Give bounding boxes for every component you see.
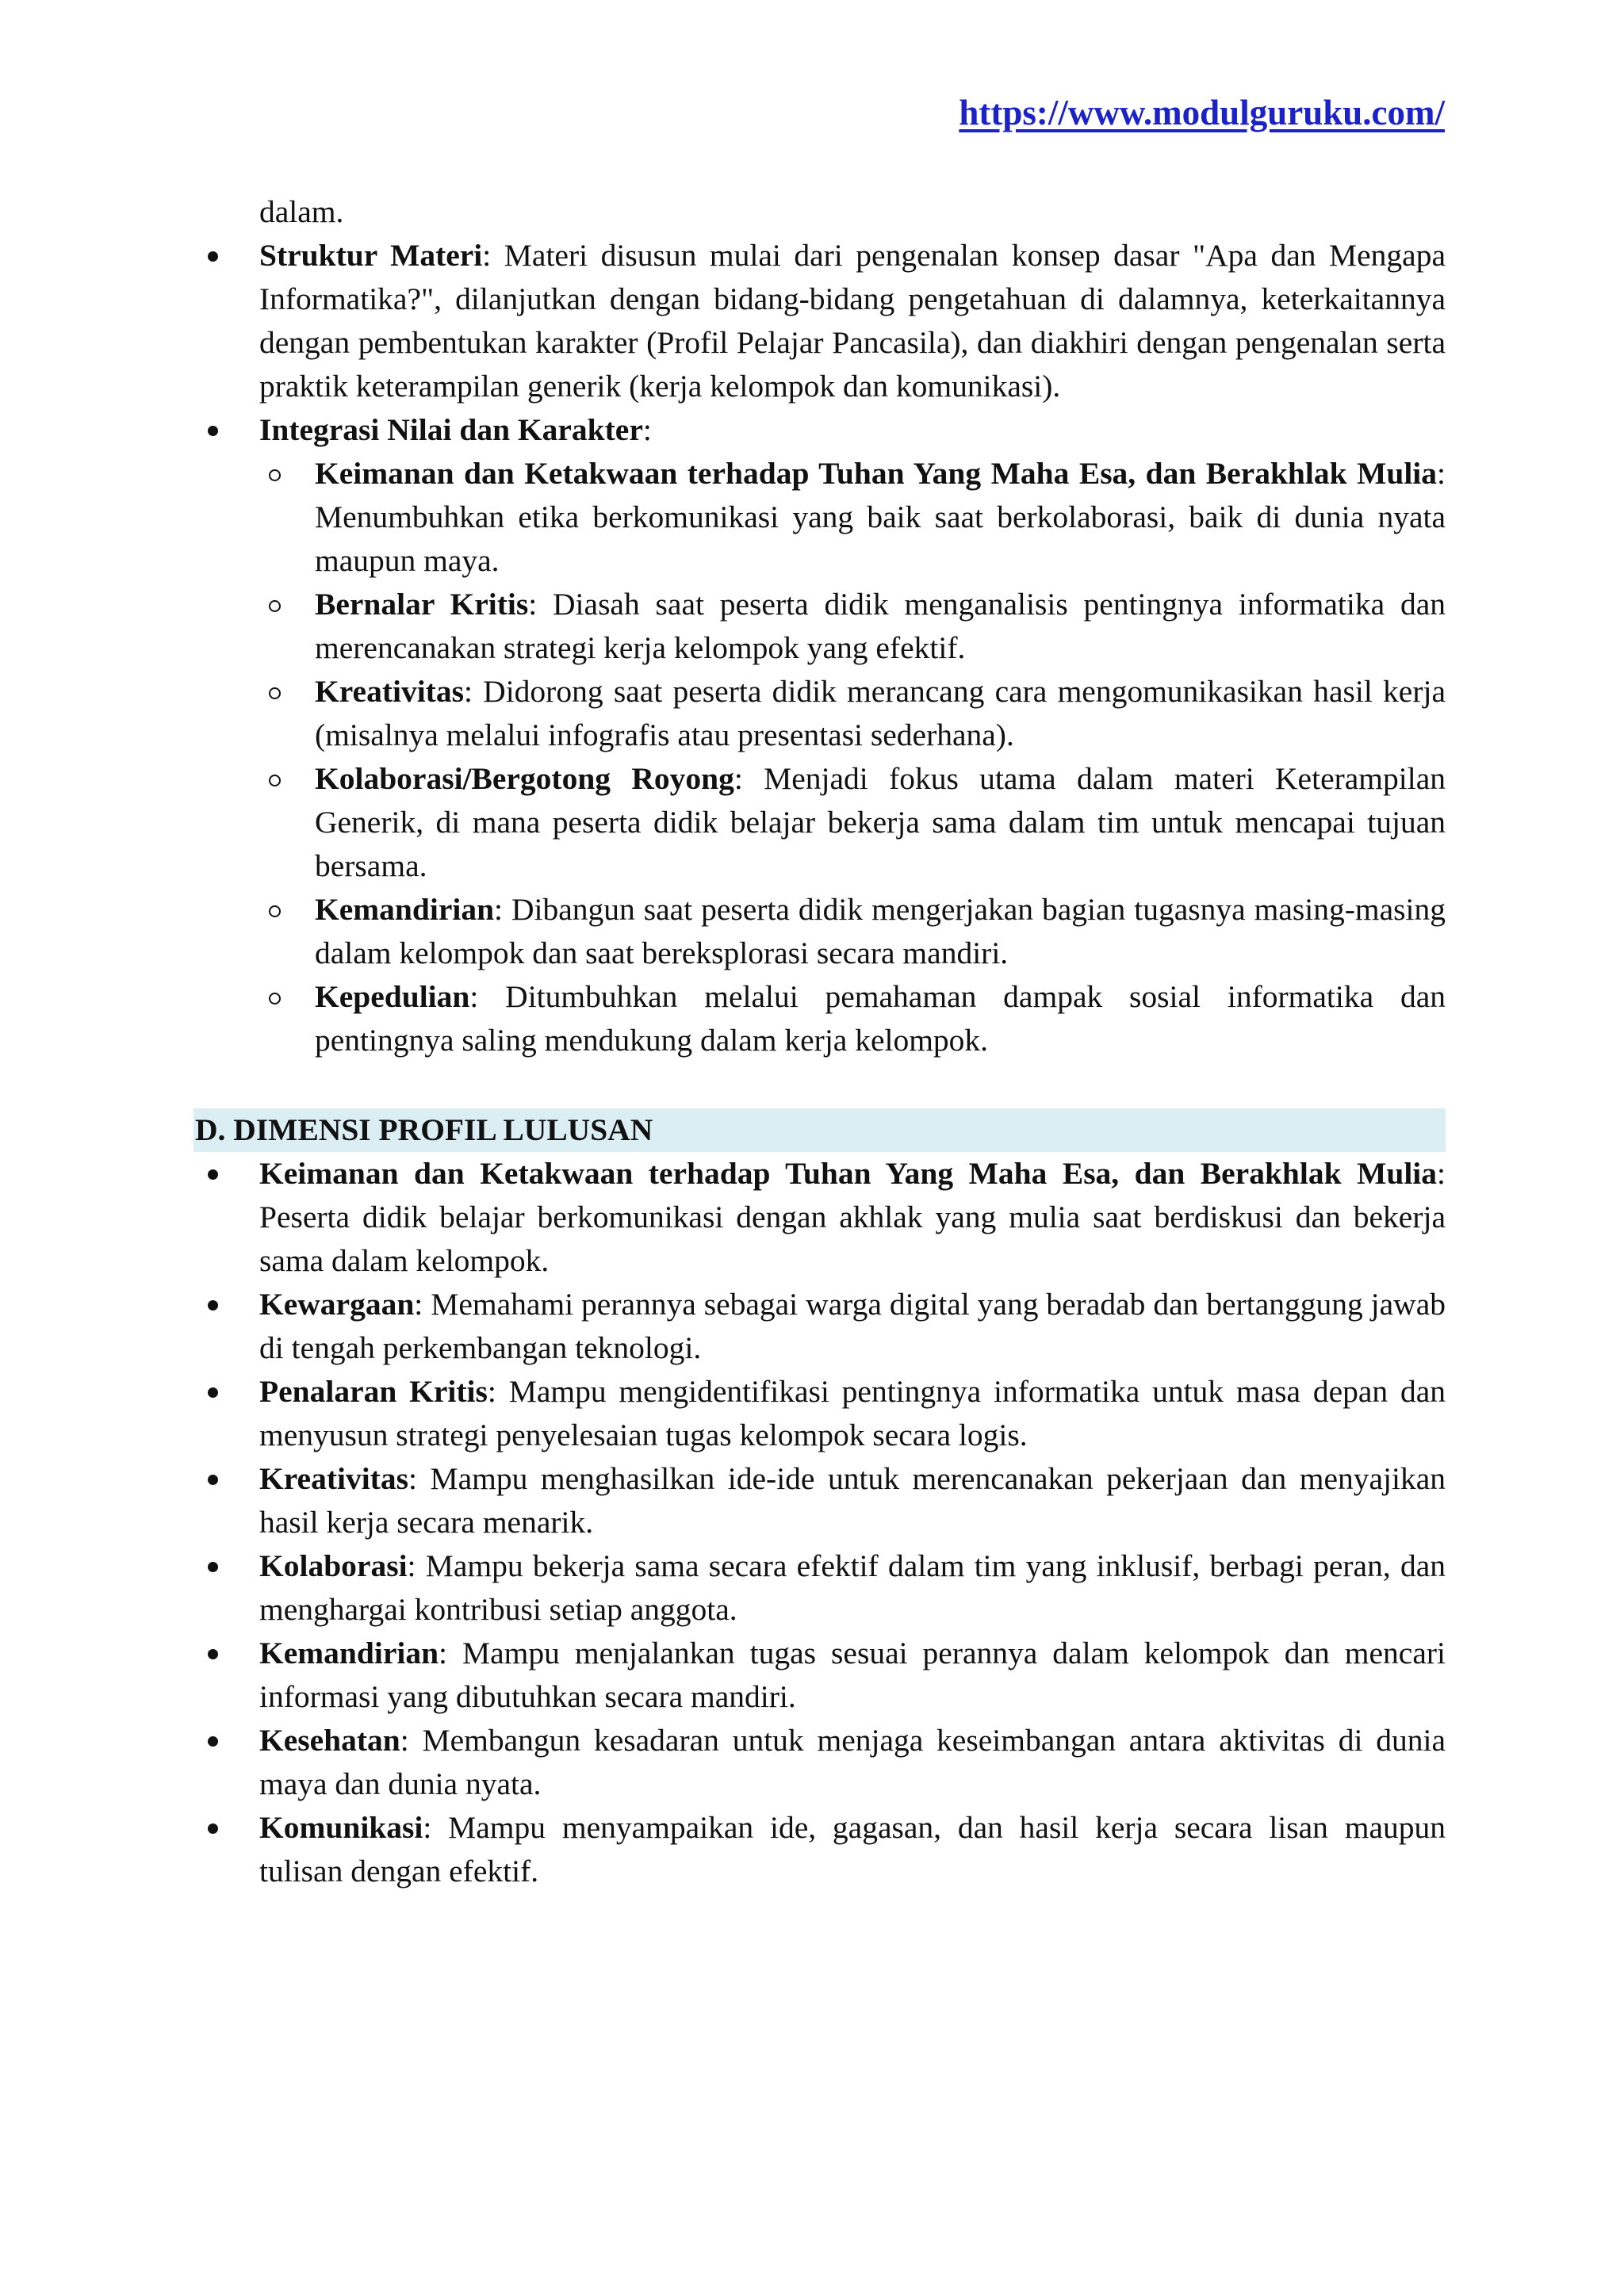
sublist-item bbox=[193, 670, 1446, 757]
item-term: Struktur Materi bbox=[259, 238, 483, 273]
item-text: : bbox=[642, 412, 652, 447]
bullet-icon bbox=[208, 1649, 218, 1659]
item-text: : Diasah saat peserta didik menganalisis pentingnya informatika dan merencanakan strategi kerja kelompok yang efektif. bbox=[315, 587, 1446, 665]
hollow-bullet-icon bbox=[269, 905, 281, 917]
bullet-icon bbox=[208, 1169, 218, 1180]
item-term: Komunikasi bbox=[259, 1810, 423, 1845]
hollow-bullet-icon bbox=[269, 600, 281, 612]
continuation-text: dalam. bbox=[259, 194, 344, 229]
header-url-link[interactable]: https://www.modulguruku.com/ bbox=[959, 93, 1445, 132]
item-term: Kemandirian bbox=[259, 1636, 439, 1670]
item-text: : Mampu bekerja sama secara efektif dalam tim yang inklusif, berbagi peran, dan menghargai kontribusi setiap anggota. bbox=[259, 1548, 1446, 1627]
item-term: Integrasi Nilai dan Karakter bbox=[259, 412, 643, 447]
item-term: Kesehatan bbox=[259, 1723, 400, 1758]
item-text: : Mampu mengidentifikasi pentingnya informatika untuk masa depan dan menyusun strategi penyelesaian tugas kelompok secara logis. bbox=[259, 1374, 1446, 1452]
bullet-icon bbox=[208, 1823, 218, 1834]
item-term: Kolaborasi/Bergotong Royong bbox=[315, 761, 734, 796]
hollow-bullet-icon bbox=[269, 775, 281, 786]
item-text: : Mampu menjalankan tugas sesuai perannya dalam kelompok dan mencari informasi yang dibutuhkan secara mandiri. bbox=[259, 1636, 1446, 1714]
item-text: : Membangun kesadaran untuk menjaga keseimbangan antara aktivitas di dunia maya dan dunia nyata. bbox=[259, 1723, 1446, 1801]
item-text: : Mampu menyampaikan ide, gagasan, dan hasil kerja secara lisan maupun tulisan dengan efektif. bbox=[259, 1810, 1446, 1888]
item-term: Kolaborasi bbox=[259, 1548, 408, 1583]
item-term: Kreativitas bbox=[259, 1461, 408, 1496]
sublist-item bbox=[193, 757, 1446, 888]
sublist-item bbox=[193, 583, 1446, 670]
item-term: Kemandirian bbox=[315, 892, 495, 927]
item-term: Keimanan dan Ketakwaan terhadap Tuhan Yang Maha Esa, dan Berakhlak Mulia bbox=[259, 1156, 1438, 1191]
item-text: : Peserta didik belajar berkomunikasi dengan akhlak yang mulia saat berdiskusi dan bekerja sama dalam kelompok. bbox=[259, 1156, 1446, 1278]
document-body bbox=[193, 190, 1446, 1893]
item-term: Penalaran Kritis bbox=[259, 1374, 488, 1409]
bullet-icon bbox=[208, 1475, 218, 1485]
hollow-bullet-icon bbox=[269, 993, 281, 1004]
item-text: : Ditumbuhkan melalui pemahaman dampak sosial informatika dan pentingnya saling mendukung dalam kerja kelompok. bbox=[315, 979, 1446, 1058]
item-term: Kreativitas bbox=[315, 674, 464, 709]
hollow-bullet-icon bbox=[269, 687, 281, 699]
list-item bbox=[193, 234, 1446, 408]
list-item bbox=[193, 1544, 1446, 1632]
bullet-icon bbox=[208, 426, 218, 436]
list-item bbox=[193, 1370, 1446, 1457]
sublist-item bbox=[193, 975, 1446, 1062]
section-heading: D. DIMENSI PROFIL LULUSAN bbox=[193, 1108, 1446, 1152]
item-text: : Mampu menghasilkan ide-ide untuk merencanakan pekerjaan dan menyajikan hasil kerja secara menarik. bbox=[259, 1461, 1446, 1540]
top-bullet-list bbox=[193, 234, 1446, 452]
bullet-icon bbox=[208, 1387, 218, 1398]
list-item bbox=[193, 1719, 1446, 1806]
item-text: : Memahami perannya sebagai warga digital yang beradab dan bertanggung jawab di tengah perkembangan teknologi. bbox=[259, 1287, 1446, 1365]
sublist-item bbox=[193, 452, 1446, 583]
item-term: Kepedulian bbox=[315, 979, 470, 1014]
item-text: : Menumbuhkan etika berkomunikasi yang baik saat berkolaborasi, baik di dunia nyata maupun maya. bbox=[315, 456, 1446, 578]
bullet-icon bbox=[208, 1736, 218, 1747]
item-text: : Materi disusun mulai dari pengenalan konsep dasar "Apa dan Mengapa Informatika?", dilanjutkan dengan bidang-bidang pengetahuan di dalamnya, keterkaitannya dengan pembentukan karakter (Profil Pelajar Pancasila), dan diakhiri dengan pengenalan serta praktik keterampilan generik (kerja kelompok dan komunikasi). bbox=[259, 238, 1446, 404]
sublist-item bbox=[193, 888, 1446, 975]
hollow-bullet-icon bbox=[269, 469, 281, 481]
bullet-icon bbox=[208, 1562, 218, 1572]
item-term: Keimanan dan Ketakwaan terhadap Tuhan Yang Maha Esa, dan Berakhlak Mulia bbox=[315, 456, 1438, 491]
profile-dimension-list bbox=[193, 1152, 1446, 1893]
item-term: Kewargaan bbox=[259, 1287, 415, 1322]
item-text: : Dibangun saat peserta didik mengerjakan bagian tugasnya masing-masing dalam kelompok dan saat bereksplorasi secara mandiri. bbox=[315, 892, 1446, 970]
list-item bbox=[193, 1632, 1446, 1719]
item-term: Bernalar Kritis bbox=[315, 587, 529, 622]
item-text: : Didorong saat peserta didik merancang cara mengomunikasikan hasil kerja (misalnya melalui infografis atau presentasi sederhana). bbox=[315, 674, 1446, 752]
bullet-icon bbox=[208, 251, 218, 262]
list-item bbox=[193, 1806, 1446, 1893]
item-text: : Menjadi fokus utama dalam materi Keterampilan Generik, di mana peserta didik belajar bekerja sama dalam tim untuk mencapai tujuan bersama. bbox=[315, 761, 1446, 883]
bullet-icon bbox=[208, 1300, 218, 1311]
list-item bbox=[193, 1152, 1446, 1283]
list-item bbox=[193, 1283, 1446, 1370]
nested-bullet-list bbox=[193, 452, 1446, 1062]
list-item bbox=[193, 1457, 1446, 1544]
list-item bbox=[193, 408, 1446, 452]
